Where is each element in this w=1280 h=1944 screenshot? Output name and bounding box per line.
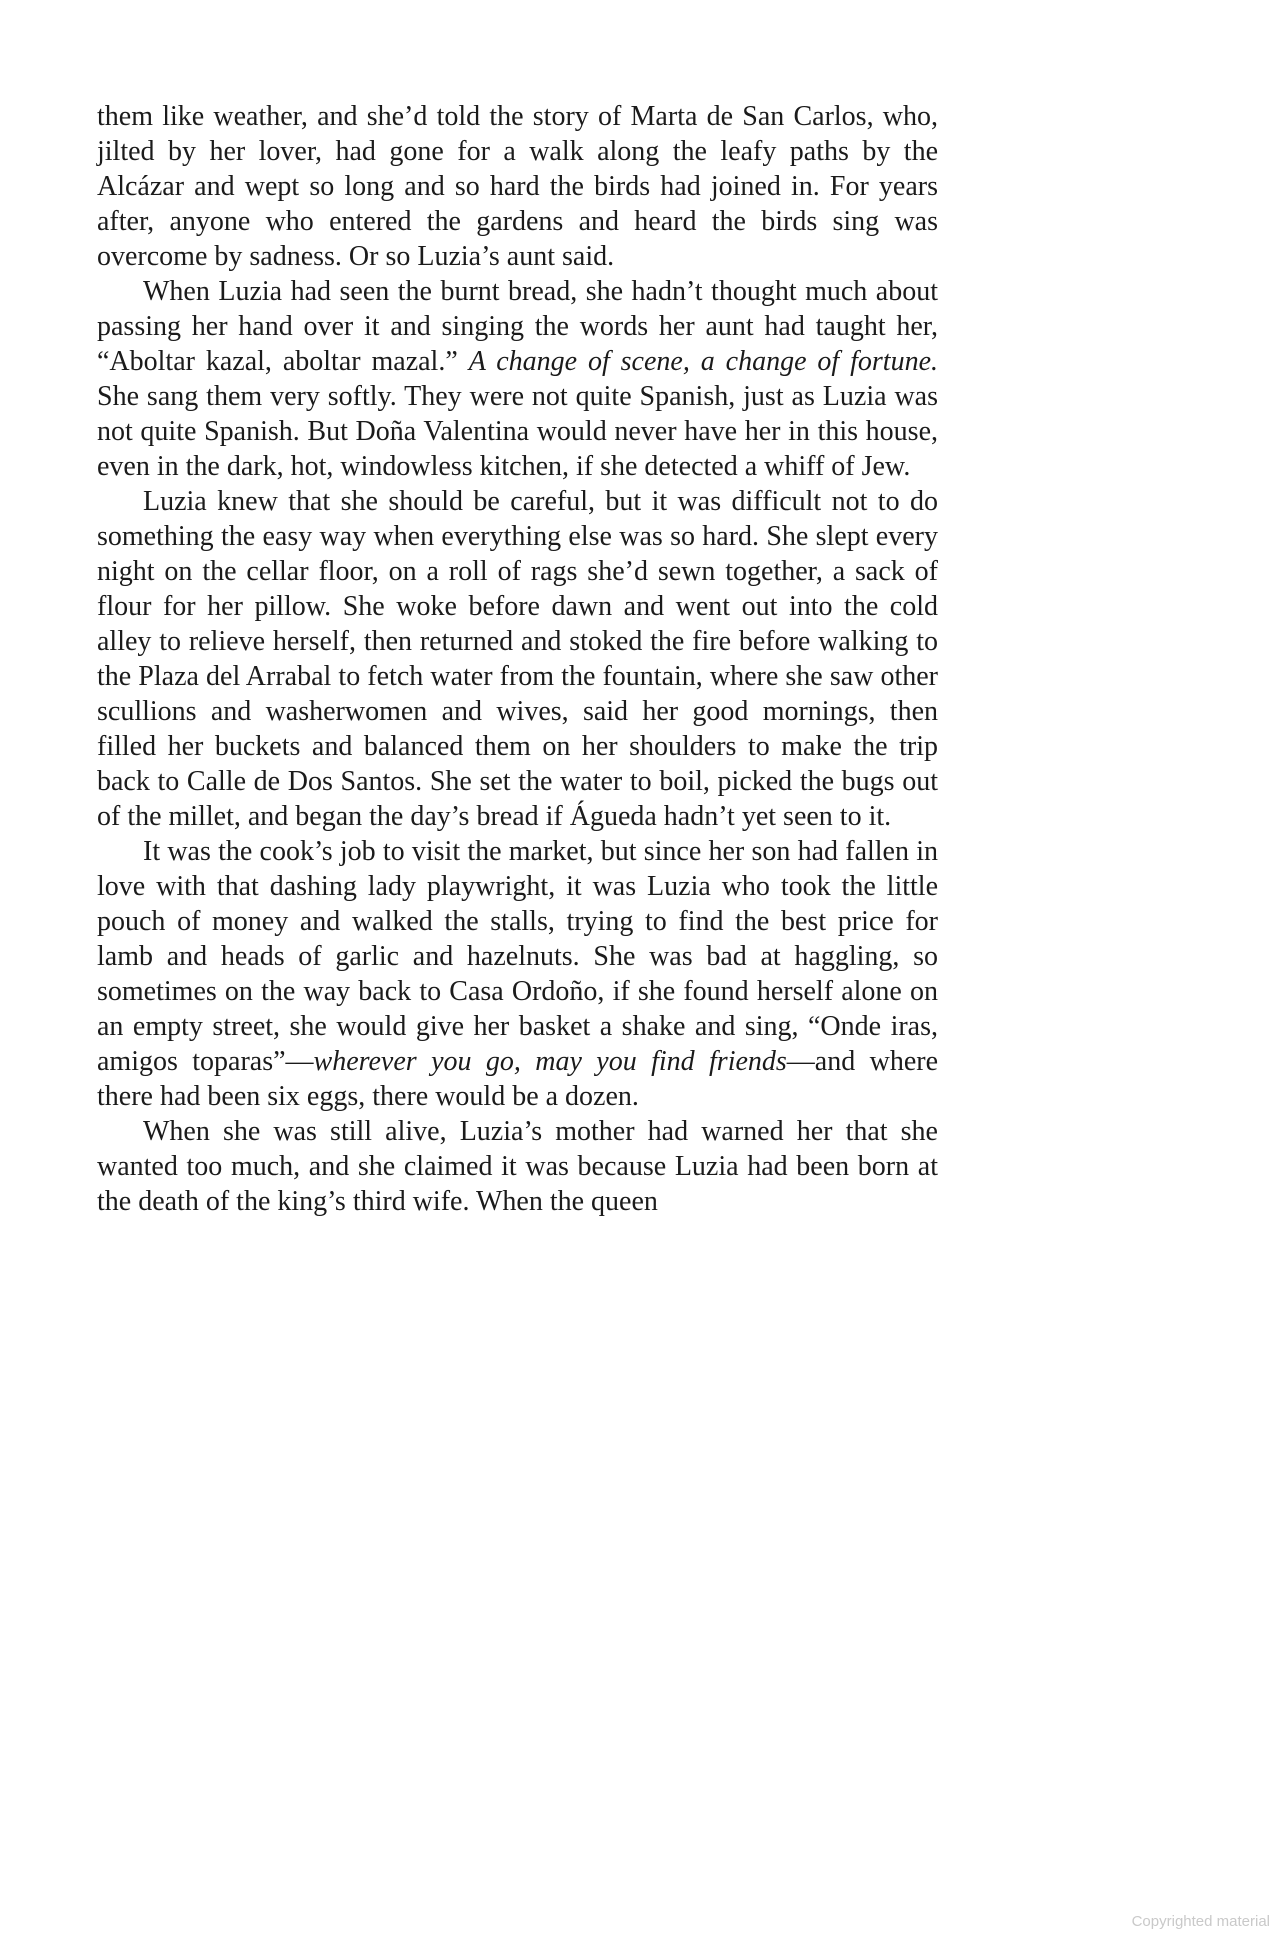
page-text-block	[97, 99, 938, 1219]
italic-text-segment: A change of scene, a change of fortune.	[468, 346, 939, 377]
text-segment: When she was still alive, Luzia’s mother had warned her that she wanted too much, and she claimed it was because Luzia had been born at the death of the king’s third wife. When the queen	[97, 1116, 938, 1217]
paragraph	[97, 484, 938, 834]
paragraph	[97, 1114, 938, 1219]
paragraph	[97, 99, 938, 274]
text-segment: It was the cook’s job to visit the market, but since her son had fallen in love with that dashing lady playwright, it was Luzia who took the little pouch of money and walked the stalls, trying to find the best price for lamb and heads of garlic and hazelnuts. She was bad at haggling, so sometimes on the way back to Casa Ordoño, if she found herself alone on an empty street, she would give her basket a shake and sing, “Onde iras, amigos toparas”—	[97, 836, 938, 1077]
text-segment: —and where there had been six eggs, there would be a dozen.	[97, 1046, 939, 1112]
text-segment: She sang them very softly. They were not quite Spanish, just as Luzia was not quite Spanish. But Doña Valentina would never have her in this house, even in the dark, hot, windowless kitchen, if she detected a whiff of Jew.	[97, 381, 938, 482]
italic-text-segment: wherever you go, may you find friends	[313, 1046, 787, 1077]
text-segment: Luzia knew that she should be careful, but it was difficult not to do something the easy way when everything else was so hard. She slept every night on the cellar floor, on a roll of rags she’d sewn together, a sack of flour for her pillow. She woke before dawn and went out into the cold alley to relieve herself, then returned and stoked the fire before walking to the Plaza del Arrabal to fetch water from the fountain, where she saw other scullions and washerwomen and wives, said her good mornings, then filled her buckets and balanced them on her shoulders to make the trip back to Calle de Dos Santos. She set the water to boil, picked the bugs out of the millet, and began the day’s bread if Águeda hadn’t yet seen to it.	[97, 486, 938, 832]
text-segment: When Luzia had seen the burnt bread, she hadn’t thought much about passing her hand over it and singing the words her aunt had taught her, “Aboltar kazal, aboltar mazal.”	[97, 276, 938, 377]
paragraph	[97, 274, 938, 484]
copyright-watermark: Copyrighted material	[1131, 1913, 1270, 1930]
paragraph	[97, 834, 938, 1114]
text-segment: them like weather, and she’d told the story of Marta de San Carlos, who, jilted by her lover, had gone for a walk along the leafy paths by the Alcázar and wept so long and so hard the birds had joined in. For years after, anyone who entered the gardens and heard the birds sing was overcome by sadness. Or so Luzia’s aunt said.	[97, 101, 938, 272]
